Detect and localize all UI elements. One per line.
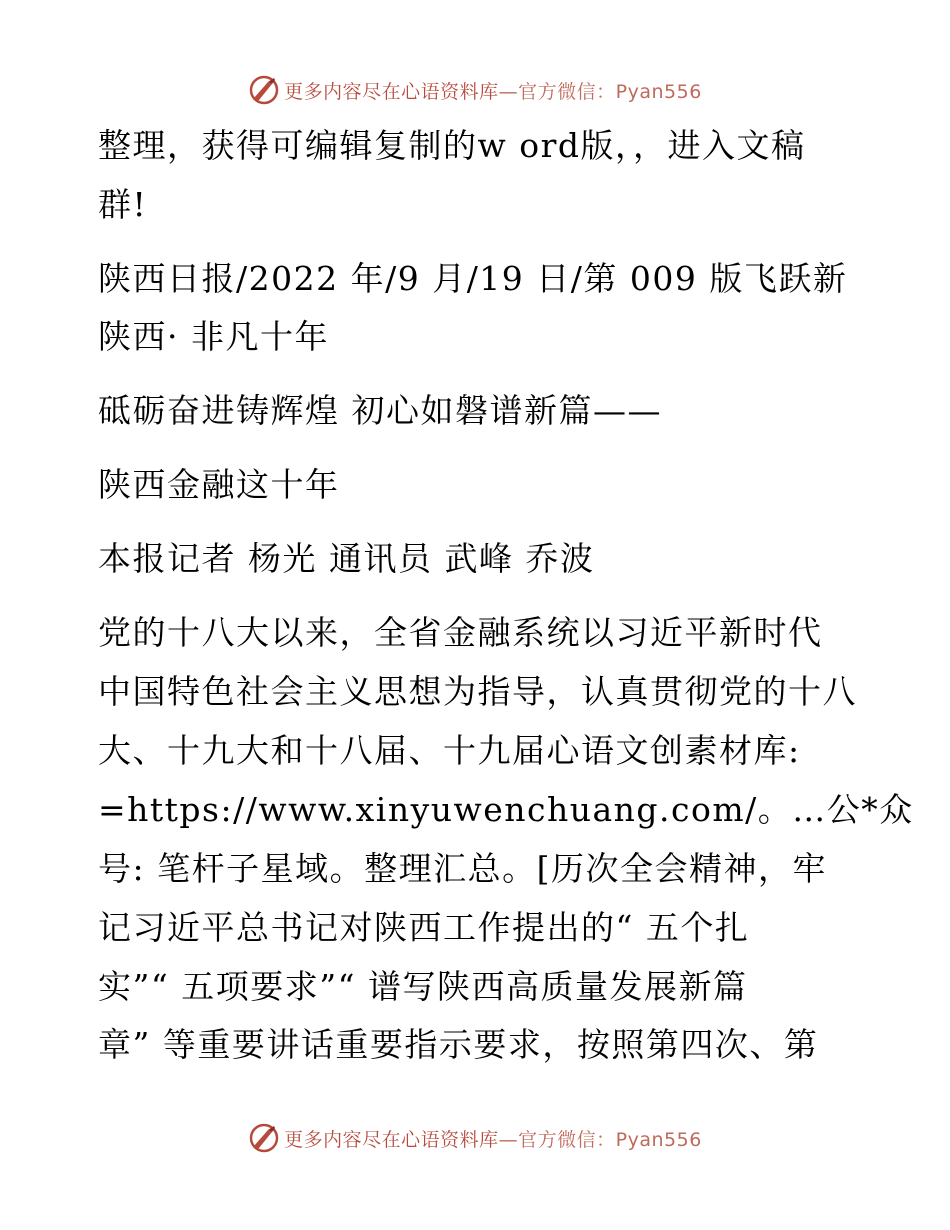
body-line: 实”“ 五项要求”“ 谱写陕西高质量发展新篇 (98, 967, 748, 1006)
watermark-sub-text: —官方微信：Pyan556 (498, 80, 702, 103)
body-line: 中国特色社会主义思想为指导，认真贯彻党的十八 (98, 672, 857, 711)
body-line: 大、十九大和十八届、十九届心语文创素材库: (98, 731, 801, 770)
body-line: 陕西日报/2022 年/9 月/19 日/第 009 版飞跃新 (98, 259, 848, 298)
watermark-text (284, 77, 702, 104)
watermark-sub-text: —官方微信：Pyan556 (498, 1128, 702, 1151)
body-line: 章” 等重要讲话重要指示要求，按照第四次、第 (98, 1025, 819, 1064)
watermark-main-text: 更多内容尽在心语资料库 (284, 1128, 499, 1151)
body-line: 号: 笔杆子星域。整理汇总。[历次全会精神，牢 (98, 849, 827, 888)
body-line: 陕西· 非凡十年 (98, 317, 329, 356)
watermark-main-text: 更多内容尽在心语资料库 (284, 80, 499, 103)
watermark-banner-bottom (0, 1118, 950, 1158)
body-line: 本报记者 杨光 通讯员 武峰 乔波 (98, 539, 595, 578)
body-line: 记习近平总书记对陕西工作提出的“ 五个扎 (98, 908, 750, 947)
body-line: 党的十八大以来，全省金融系统以习近平新时代 (98, 613, 823, 652)
watermark-banner-top (0, 70, 950, 110)
brush-logo-icon (248, 74, 280, 106)
body-line: 砥砺奋进铸辉煌 初心如磐谱新篇—— (98, 391, 662, 430)
body-line: 整理，获得可编辑复制的w ord版，，进入文稿 (98, 126, 806, 165)
body-line: 群! (98, 185, 148, 224)
body-line: =https://www.xinyuwenchuang.com/。…公*众 (98, 790, 914, 829)
body-line: 陕西金融这十年 (98, 465, 340, 504)
brush-logo-icon (248, 1122, 280, 1154)
watermark-text (284, 1125, 702, 1152)
